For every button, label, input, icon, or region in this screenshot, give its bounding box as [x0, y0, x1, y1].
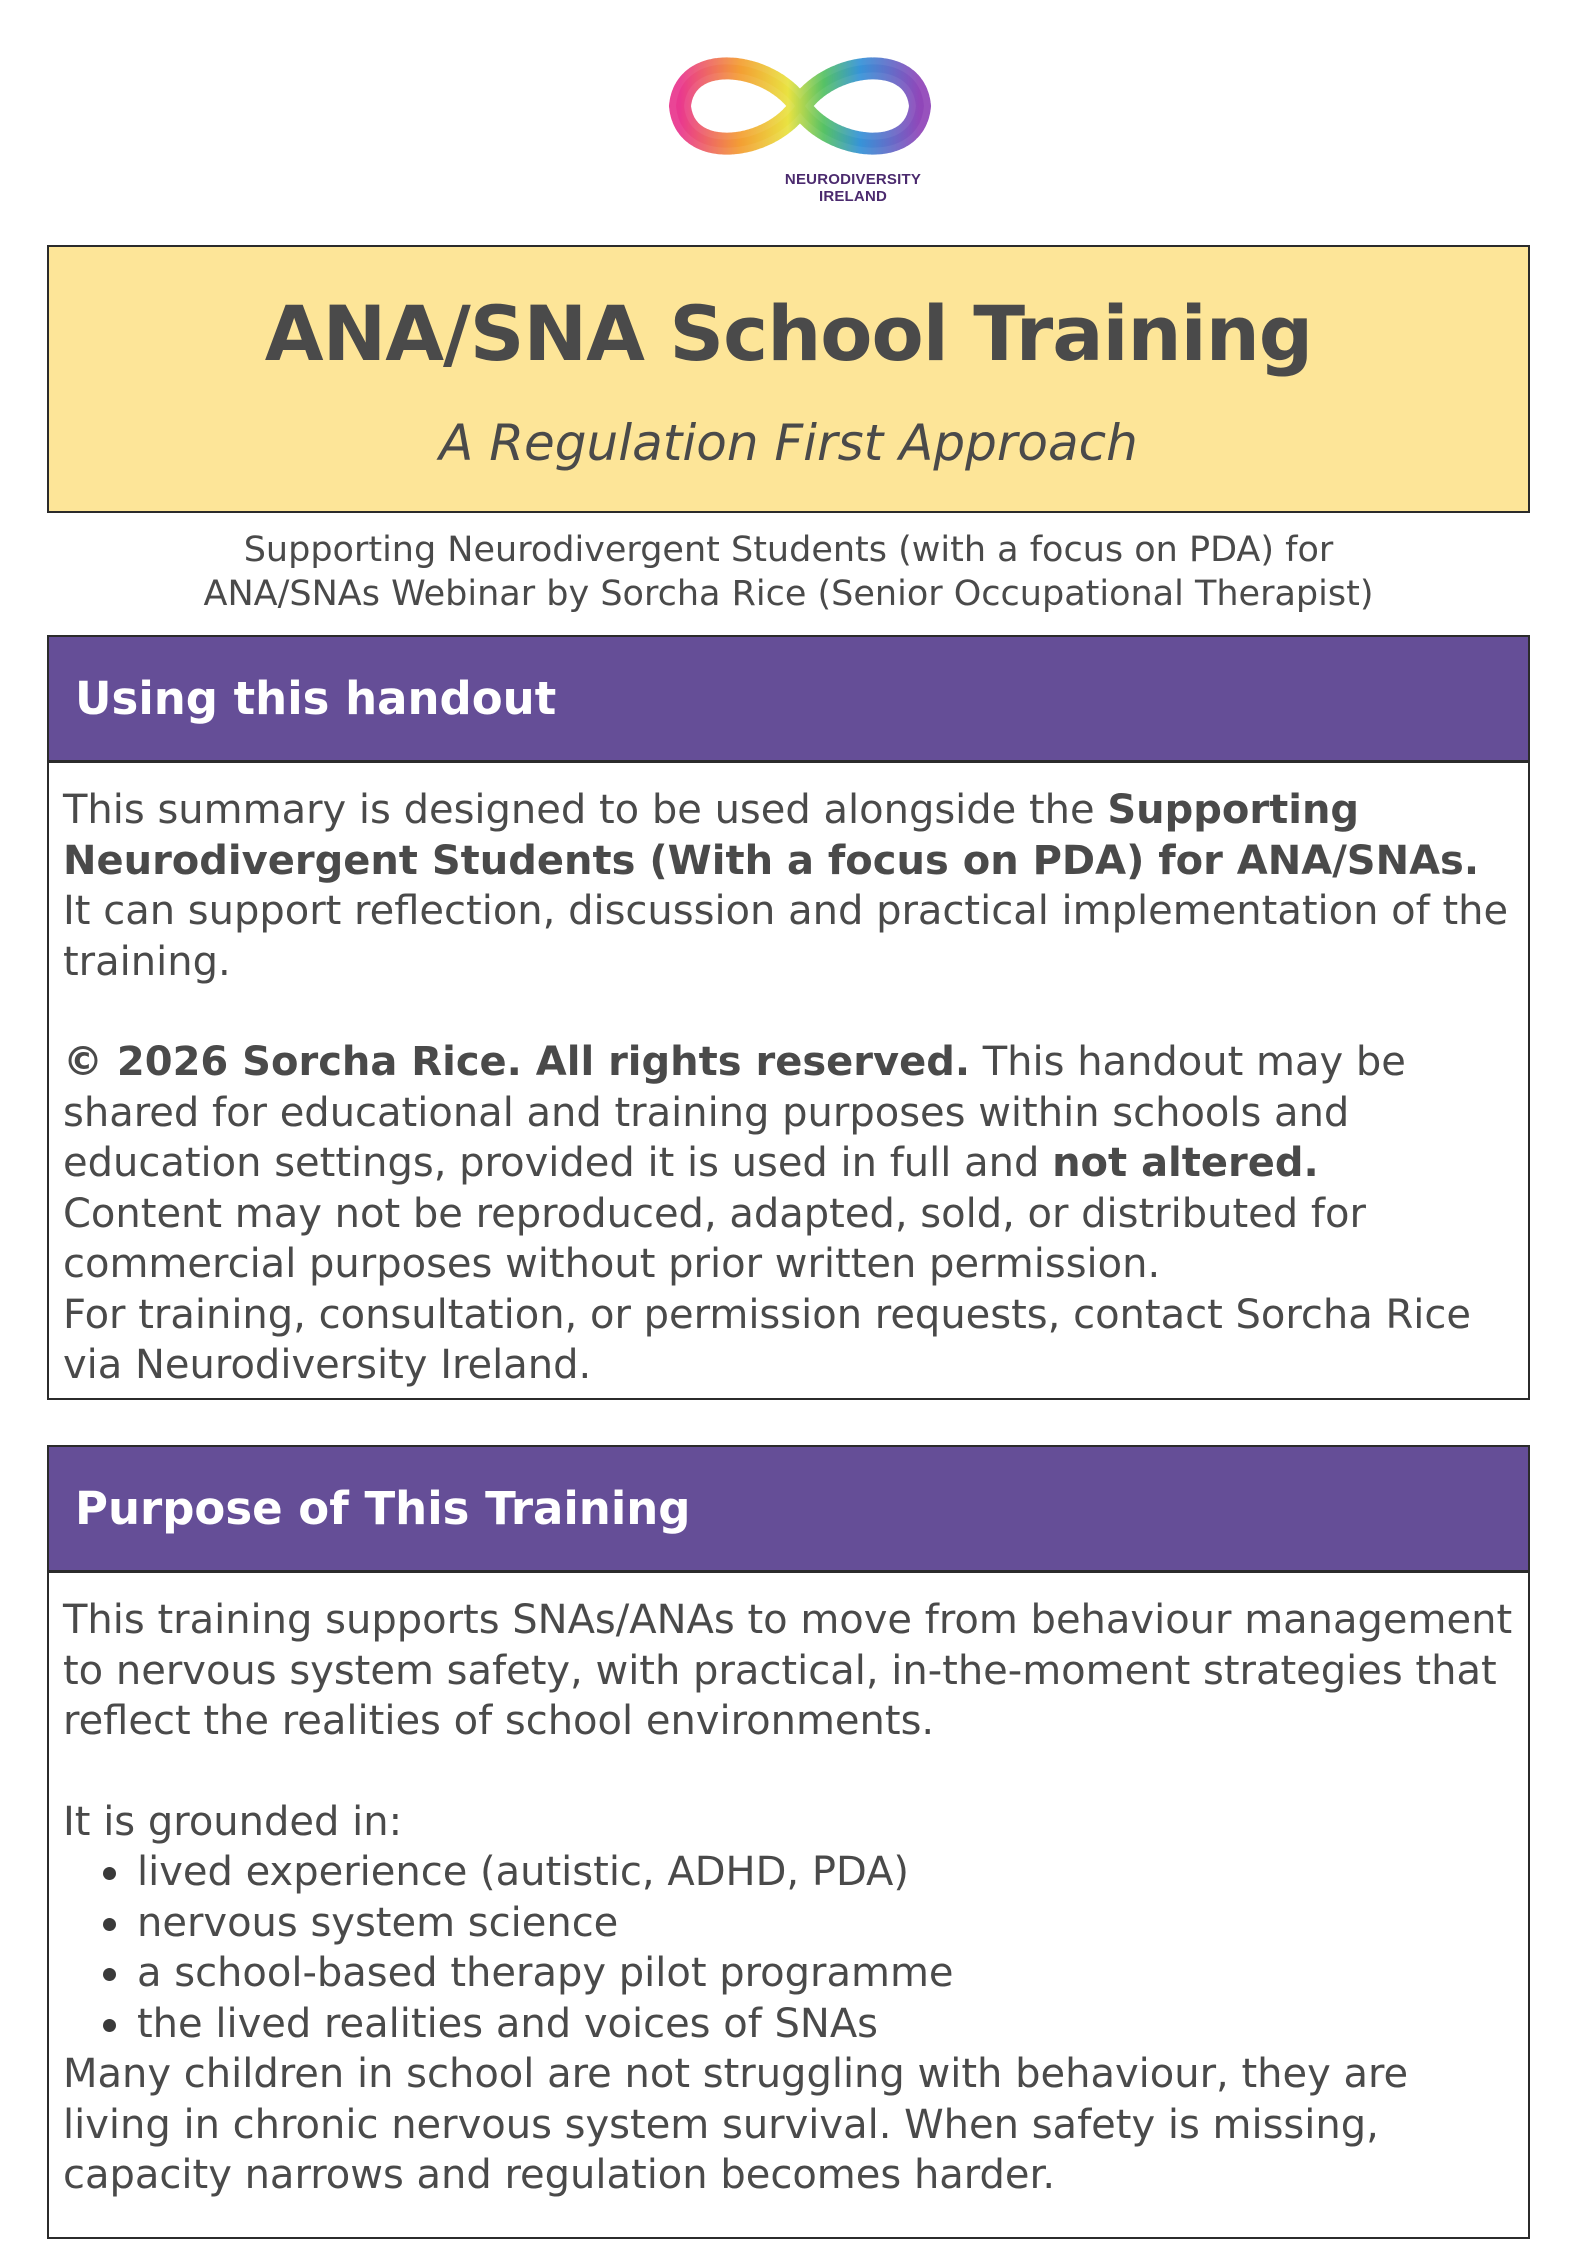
using-handout-paragraph-4: For training, consultation, or permission requests, contact Sorcha Rice via Neurodiversity Ireland.	[63, 1291, 1471, 1388]
intro-line1: Supporting Neurodivergent Students (with a focus on PDA) for	[243, 530, 1334, 570]
purpose-grounded-label: It is grounded in:	[63, 1798, 403, 1845]
page-title: ANA/SNA School Training	[264, 289, 1313, 378]
text-span: This handout may be shared for educational and training purposes within schools and education settings, provided it is used in full and	[63, 1039, 1406, 1186]
title-box	[47, 245, 1530, 513]
bold-text: not altered.	[1052, 1140, 1319, 1186]
intro-line2: ANA/SNAs Webinar by Sorcha Rice (Senior Occupational Therapist)	[203, 574, 1374, 614]
bold-text: Supporting Neurodivergent Students (With a focus on PDA) for ANA/SNAs.	[63, 787, 1480, 884]
infinity-logo-icon	[655, 36, 945, 176]
spacer	[63, 1747, 1514, 1797]
spacer	[63, 987, 1514, 1037]
neurodiversity-ireland-logo	[655, 36, 945, 211]
purpose-paragraph-2: Many children in school are not struggling with behaviour, they are living in chronic nervous system survival. When safety is missing, capacity narrows and regulation becomes harder.	[63, 2051, 1409, 2198]
logo-text-line2: IRELAND	[818, 188, 888, 205]
using-handout-paragraph-3: Content may not be reproduced, adapted, sold, or distributed for commercial purposes without prior written permission.	[63, 1190, 1366, 1287]
text-span: It can support reflection, discussion and practical implementation of the training.	[63, 888, 1509, 985]
list-item: nervous system science	[99, 1898, 1514, 1949]
text-span: This summary is designed to be used alongside the	[63, 787, 1108, 833]
intro-text	[47, 528, 1530, 616]
logo-text	[773, 171, 933, 205]
list-item: a school-based therapy pilot programme	[99, 1948, 1514, 1999]
purpose-paragraph-1: This training supports SNAs/ANAs to move from behaviour management to nervous system safety, with practical, in-the-moment strategies that reflect the realities of school environments.	[63, 1597, 1513, 1744]
copyright-text: © 2026 Sorcha Rice. All rights reserved.	[63, 1039, 971, 1085]
section-heading-purpose: Purpose of This Training	[49, 1447, 1528, 1573]
using-handout-paragraph-1	[63, 785, 1514, 987]
section-body-using-handout	[49, 763, 1528, 1391]
list-item: the lived realities and voices of SNAs	[99, 1999, 1514, 2050]
page-subtitle: A Regulation First Approach	[439, 414, 1138, 472]
logo-text-line1: NEURODIVERSITY	[784, 171, 922, 188]
section-body-purpose	[49, 1573, 1528, 2201]
section-using-handout	[47, 635, 1530, 1400]
section-heading-using-handout: Using this handout	[49, 637, 1528, 763]
list-item: lived experience (autistic, ADHD, PDA)	[99, 1847, 1514, 1898]
purpose-bullet-list	[63, 1847, 1514, 2049]
using-handout-paragraph-2	[63, 1037, 1514, 1189]
section-purpose	[47, 1445, 1530, 2239]
